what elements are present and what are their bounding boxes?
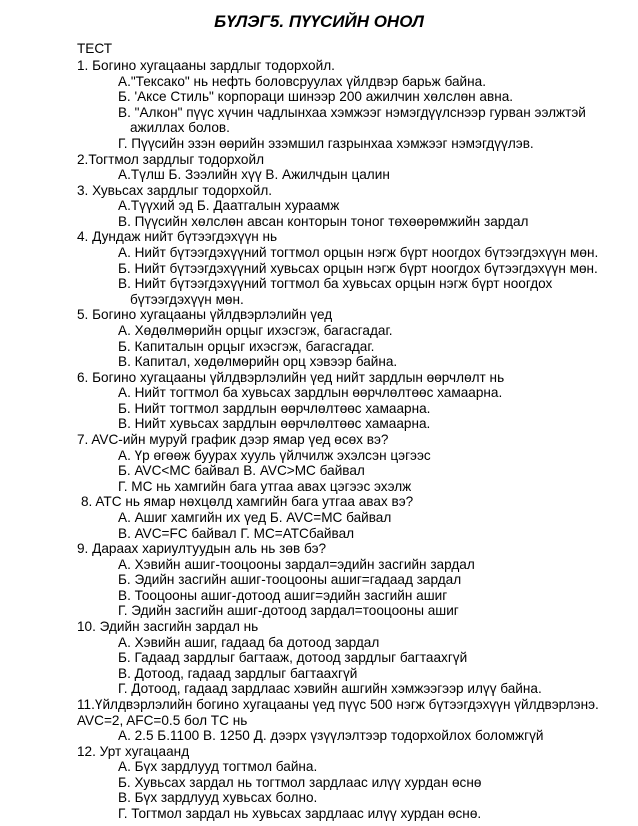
text-line: Б. 'Аксе Стиль" корпораци шинээр 200 ажилчин хөлслөн авна. <box>118 89 514 105</box>
text-line: 12. Урт хугацаанд <box>77 743 190 759</box>
text-line: А. Хэвийн ашиг-тооцооны зардал=эдийн засгийн зардал <box>118 556 475 572</box>
text-line: Г. MC нь хамгийн бага утгаа авах цэгээс эхэлж <box>118 478 412 494</box>
text-line: AVC=2, AFC=0.5 бол TC нь <box>77 712 248 728</box>
text-line: Г. Тогтмол зардал нь хувьсах зардлаас илүү хурдан өснө. <box>118 806 482 821</box>
text-line: В. Нийт бүтээгдэхүүний тогтмол ба хувьсах орцын нэгж бүрт ноогдох <box>118 276 553 292</box>
text-line: 3. Хувьсах зардлыг тодорхойл. <box>77 182 273 198</box>
text-line: 9. Дараах хариултуудын аль нь зөв бэ? <box>77 541 327 557</box>
text-line: А. 2.5 Б.1100 В. 1250 Д. дээрх үзүүлэлтээр тодорхойлох боломжгүй <box>118 728 544 744</box>
text-line: ажиллах болов. <box>130 120 230 136</box>
text-line: Г. Пүүсийн эзэн өөрийн эзэмшил газрынхаа хэмжээг нэмэгдүүлэв. <box>118 135 534 151</box>
text-line: В. Тооцооны ашиг-дотоод ашиг=эдийн засгийн ашиг <box>118 587 448 603</box>
text-line: А.Түлш Б. Зээлийн хүү В. Ажилчдын цалин <box>118 167 390 183</box>
text-line: Б. Нийт тогтмол зардлын өөрчлөлтөөс хамаарна. <box>118 400 431 416</box>
text-line: Б. Хувьсах зардал нь тогтмол зардлаас илүү хурдан өснө <box>118 774 482 790</box>
text-line: 4. Дундаж нийт бүтээгдэхүүн нь <box>77 229 278 245</box>
text-line: 11.Үйлдвэрлэлийн богино хугацааны үед пүүс 500 нэгж бүтээгдэхүүн үйлдвэрлэнэ. <box>77 696 599 712</box>
text-line: В. Пүүсийн хөлслөн авсан конторын тоног төхөөрөмжийн зардал <box>118 213 529 229</box>
text-line: Б. Нийт бүтээгдэхүүний хувьсах орцын нэгж бүрт ноогдох бүтээгдэхүүн мөн. <box>118 260 598 276</box>
text-line: 5. Богино хугацааны үйлдвэрлэлийн үед <box>77 307 333 323</box>
text-line: бүтээгдэхүүн мөн. <box>130 291 244 307</box>
test-label: ТЕСТ <box>77 41 113 56</box>
text-line: А.Түүхий эд Б. Даатгалын хураамж <box>118 198 340 214</box>
text-line: Г. Дотоод, гадаад зардлаас хэвийн ашгийн хэмжээгээр илүү байна. <box>118 681 542 697</box>
text-line: А. Нийт тогтмол ба хувьсах зардлын өөрчлөлтөөс хамаарна. <box>118 385 503 401</box>
text-line: В. Нийт хувьсах зардлын өөрчлөлтөөс хамаарна. <box>118 416 431 432</box>
text-line: 6. Богино хугацааны үйлдвэрлэлийн үед нийт зардлын өөрчлөлт нь <box>77 369 505 385</box>
text-line: Г. Эдийн засгийн ашиг-дотоод зардал=тооцооны ашиг <box>118 603 459 619</box>
text-line: А. Үр өгөөж буурах хууль үйлчилж эхэлсэн цэгээс <box>118 447 431 463</box>
text-line: А. Ашиг хамгийн их үед Б. AVC=MC байвал <box>118 509 392 525</box>
text-line: 2.Тогтмол зардлыг тодорхойл <box>77 151 265 167</box>
text-line: В. Дотоод, гадаад зардлыг багтаахгүй <box>118 665 358 681</box>
text-line: В. Капитал, хөдөлмөрийн орц хэвээр байна. <box>118 354 398 370</box>
text-line: А. Хэвийн ашиг, гадаад ба дотоод зардал <box>118 634 380 650</box>
text-line: 1. Богино хугацааны зардлыг тодорхойл. <box>77 58 335 73</box>
text-line: А. Хөдөлмөрийн орцыг ихэсгэж, багасгадаг. <box>118 322 393 338</box>
page-title: БҮЛЭГ5. ПҮҮСИЙН ОНОЛ <box>214 12 424 31</box>
text-line: 10. Эдийн засгийн зардал нь <box>77 619 259 634</box>
text-line: А."Тексако" нь нефть боловсруулах үйлдвэр барьж байна. <box>118 73 486 89</box>
text-line: В. Бүх зардлууд хувьсах болно. <box>118 790 318 806</box>
text-line: А. Бүх зардлууд тогтмол байна. <box>118 759 318 775</box>
text-line: В. AVC=FC байвал Г. MC=ATCбайвал <box>118 525 355 541</box>
text-line: Б. Гадаад зардлыг багтааж, дотоод зардлыг багтаахгүй <box>118 650 468 666</box>
text-line: 7. AVC-ийн муруй график дээр ямар үед өсөх вэ? <box>77 432 389 447</box>
text-line: Б. Эдийн засгийн ашиг-тооцооны ашиг=гадаад зардал <box>118 572 462 588</box>
text-line: Б. AVC<MC байвал В. AVC>MC байвал <box>118 463 365 479</box>
text-line: Б. Капиталын орцыг ихэсгэж, багасгадаг. <box>118 338 375 354</box>
text-line: А. Нийт бүтээгдэхүүний тогтмол орцын нэгж бүрт ноогдох бүтээгдэхүүн мөн. <box>118 245 599 260</box>
text-line: 8. ATC нь ямар нөхцөлд хамгийн бага утгаа авах вэ? <box>81 494 414 510</box>
text-line: В. "Алкон" пүүс хүчин чадлынхаа хэмжээг нэмэгдүүлснээр гурван ээлжтэй <box>118 104 586 120</box>
